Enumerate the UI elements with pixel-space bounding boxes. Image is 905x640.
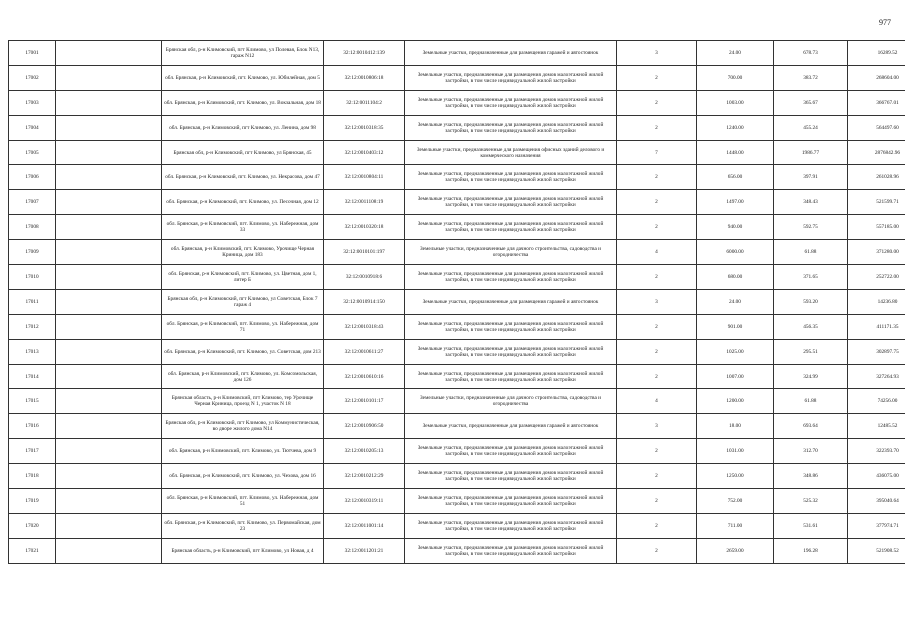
specific-value-cell: 397.91: [774, 165, 848, 190]
row-number-cell: 17012: [9, 314, 56, 339]
specific-value-cell: 348.86: [774, 464, 848, 489]
land-use-cell: Земельные участки, предназначенные для размещения домов малоэтажной жилой застройки, в том числе индивидуальной жилой застройки: [405, 513, 617, 538]
area-cell: 700.00: [697, 65, 774, 90]
category-cell: 2: [617, 489, 697, 514]
empty-cell: [56, 513, 162, 538]
specific-value-cell: 592.75: [774, 215, 848, 240]
land-use-cell: Земельные участки, предназначенные для размещения домов малоэтажной жилой застройки, в том числе индивидуальной жилой застройки: [405, 439, 617, 464]
cadastral-number-cell: 32:12:0011104:2: [324, 90, 405, 115]
cadastral-number-cell: 32:12:0010101:17: [324, 389, 405, 414]
cadastral-value-cell: 557185.00: [848, 215, 905, 240]
table-row: [9, 240, 905, 265]
area-cell: 2659.00: [697, 538, 774, 563]
specific-value-cell: 196.28: [774, 538, 848, 563]
table-row: [9, 489, 905, 514]
specific-value-cell: 61.88: [774, 240, 848, 265]
area-cell: 711.00: [697, 513, 774, 538]
cadastral-number-cell: 32:12:0010319:11: [324, 489, 405, 514]
land-use-cell: Земельные участки, предназначенные для размещения домов малоэтажной жилой застройки, в том числе индивидуальной жилой застройки: [405, 165, 617, 190]
specific-value-cell: 61.88: [774, 389, 848, 414]
category-cell: 2: [617, 439, 697, 464]
land-use-cell: Земельные участки, предназначенные для размещения домов малоэтажной жилой застройки, в том числе индивидуальной жилой застройки: [405, 90, 617, 115]
empty-cell: [56, 489, 162, 514]
row-number-cell: 17001: [9, 41, 56, 66]
empty-cell: [56, 389, 162, 414]
land-use-cell: Земельные участки, предназначенные для размещения гаражей и автостоянок: [405, 289, 617, 314]
table-row: [9, 339, 905, 364]
row-number-cell: 17010: [9, 265, 56, 290]
row-number-cell: 17018: [9, 464, 56, 489]
specific-value-cell: 525.32: [774, 489, 848, 514]
cadastral-value-cell: 261028.96: [848, 165, 905, 190]
empty-cell: [56, 165, 162, 190]
empty-cell: [56, 414, 162, 439]
empty-cell: [56, 464, 162, 489]
category-cell: 2: [617, 339, 697, 364]
empty-cell: [56, 215, 162, 240]
category-cell: 3: [617, 414, 697, 439]
land-use-cell: Земельные участки, предназначенные для размещения домов малоэтажной жилой застройки, в том числе индивидуальной жилой застройки: [405, 265, 617, 290]
category-cell: 2: [617, 115, 697, 140]
cadastral-number-cell: 32:12:0010403:12: [324, 140, 405, 165]
cadastral-value-cell: 366767.01: [848, 90, 905, 115]
cadastral-number-cell: 32:12:0010205:13: [324, 439, 405, 464]
specific-value-cell: 348.43: [774, 190, 848, 215]
area-cell: 1240.00: [697, 115, 774, 140]
empty-cell: [56, 339, 162, 364]
row-number-cell: 17021: [9, 538, 56, 563]
table-row: [9, 538, 905, 563]
address-cell: Брянская обл, р-н Климовский, пгт Климово, ул Полевая, Блок N13, гараж N12: [162, 41, 324, 66]
empty-cell: [56, 439, 162, 464]
cadastral-value-cell: 12485.52: [848, 414, 905, 439]
specific-value-cell: 383.72: [774, 65, 848, 90]
cadastral-number-cell: 32:12:0010320:18: [324, 215, 405, 240]
land-use-cell: Земельные участки, предназначенные для дачного строительства, садоводства и огородничества: [405, 389, 617, 414]
land-use-cell: Земельные участки, предназначенные для размещения домов малоэтажной жилой застройки, в том числе индивидуальной жилой застройки: [405, 115, 617, 140]
land-use-cell: Земельные участки, предназначенные для размещения офисных зданий делового и коммерческого назначения: [405, 140, 617, 165]
category-cell: 2: [617, 314, 697, 339]
cadastral-number-cell: 32:12:0010918:6: [324, 265, 405, 290]
land-use-cell: Земельные участки, предназначенные для размещения домов малоэтажной жилой застройки, в том числе индивидуальной жилой застройки: [405, 190, 617, 215]
empty-cell: [56, 190, 162, 215]
address-cell: обл. Брянская, р-н Климовский, пгт. Климово, ул. Набережная, дом 71: [162, 314, 324, 339]
row-number-cell: 17007: [9, 190, 56, 215]
table-row: [9, 314, 905, 339]
row-number-cell: 17011: [9, 289, 56, 314]
address-cell: обл. Брянская, р-н Климовский, пгт. Климово, ул. Цветная, дом 1, литер Б: [162, 265, 324, 290]
table-row: [9, 115, 905, 140]
land-use-cell: Земельные участки, предназначенные для размещения домов малоэтажной жилой застройки, в том числе индивидуальной жилой застройки: [405, 314, 617, 339]
specific-value-cell: 312.70: [774, 439, 848, 464]
land-use-cell: Земельные участки, предназначенные для размещения домов малоэтажной жилой застройки, в том числе индивидуальной жилой застройки: [405, 538, 617, 563]
row-number-cell: 17005: [9, 140, 56, 165]
land-use-cell: Земельные участки, предназначенные для размещения домов малоэтажной жилой застройки, в том числе индивидуальной жилой застройки: [405, 339, 617, 364]
address-cell: обл. Брянская, р-н Климовский, пгт. Климово, ул. Юбилейная, дом 5: [162, 65, 324, 90]
area-cell: 752.00: [697, 489, 774, 514]
address-cell: Брянская обл, р-н Климовский, пгт Климово, ул Советская, Блок 7 гараж 4: [162, 289, 324, 314]
address-cell: Брянская область, р-н Климовский, пгт Климово, тер Урочище Черная Криница, проезд N 1, участок N 18: [162, 389, 324, 414]
area-cell: 680.00: [697, 265, 774, 290]
category-cell: 2: [617, 165, 697, 190]
empty-cell: [56, 314, 162, 339]
row-number-cell: 17020: [9, 513, 56, 538]
land-registry-table: [8, 40, 905, 564]
address-cell: Брянская область, р-н Климовский, пгт Климово, ул Новая, д 4: [162, 538, 324, 563]
cadastral-value-cell: 268604.00: [848, 65, 905, 90]
row-number-cell: 17003: [9, 90, 56, 115]
area-cell: 901.00: [697, 314, 774, 339]
table-row: [9, 41, 905, 66]
address-cell: обл. Брянская, р-н Климовский, пгт. Климово, ул. Набережная, дом 51: [162, 489, 324, 514]
address-cell: обл. Брянская, р-н Климовский, пгт. Климово, ул. Комсомольская, дом 126: [162, 364, 324, 389]
land-use-cell: Земельные участки, предназначенные для размещения домов малоэтажной жилой застройки, в том числе индивидуальной жилой застройки: [405, 464, 617, 489]
cadastral-value-cell: 252722.00: [848, 265, 905, 290]
address-cell: обл. Брянская, р-н Климовский, пгт. Климово, ул. Советская, дом 213: [162, 339, 324, 364]
empty-cell: [56, 240, 162, 265]
empty-cell: [56, 140, 162, 165]
table-row: [9, 90, 905, 115]
address-cell: обл. Брянская, р-н Климовский, пгт. Климово, ул. Вокзальная, дом 18: [162, 90, 324, 115]
table-row: [9, 439, 905, 464]
cadastral-value-cell: 436075.00: [848, 464, 905, 489]
table-row: [9, 190, 905, 215]
cadastral-value-cell: 564497.60: [848, 115, 905, 140]
table-row: [9, 289, 905, 314]
category-cell: 2: [617, 90, 697, 115]
row-number-cell: 17016: [9, 414, 56, 439]
cadastral-number-cell: 32:12:0010101:197: [324, 240, 405, 265]
cadastral-value-cell: 521908.52: [848, 538, 905, 563]
table-row: [9, 389, 905, 414]
address-cell: обл. Брянская, р-н Климовский, пгт. Климово, ул. Некрасова, дом 47: [162, 165, 324, 190]
area-cell: 1200.00: [697, 389, 774, 414]
area-cell: 1007.00: [697, 364, 774, 389]
empty-cell: [56, 65, 162, 90]
specific-value-cell: 1986.77: [774, 140, 848, 165]
land-use-cell: Земельные участки, предназначенные для размещения домов малоэтажной жилой застройки, в том числе индивидуальной жилой застройки: [405, 364, 617, 389]
cadastral-number-cell: 32:12:0011108:19: [324, 190, 405, 215]
category-cell: 2: [617, 65, 697, 90]
address-cell: обл. Брянская, р-н Климовский, пгт. Климово, ул. Набережная, дом 33: [162, 215, 324, 240]
row-number-cell: 17013: [9, 339, 56, 364]
address-cell: обл. Брянская, р-н Климовский, пгт. Климово, ул. Первомайская, дом 23: [162, 513, 324, 538]
cadastral-number-cell: 32:12:0011201:21: [324, 538, 405, 563]
address-cell: обл. Брянская, р-н Климовский, пгт Климово, ул. Ленина, дом 98: [162, 115, 324, 140]
specific-value-cell: 531.61: [774, 513, 848, 538]
cadastral-value-cell: 74256.00: [848, 389, 905, 414]
cadastral-number-cell: 32:12:0010804:11: [324, 165, 405, 190]
land-use-cell: Земельные участки, предназначенные для размещения домов малоэтажной жилой застройки, в том числе индивидуальной жилой застройки: [405, 215, 617, 240]
address-cell: обл. Брянская, р-н Климовский, пгт. Климово, ул. Тютчева, дом 9: [162, 439, 324, 464]
area-cell: 1497.00: [697, 190, 774, 215]
row-number-cell: 17004: [9, 115, 56, 140]
cadastral-number-cell: 32:12:0010212:29: [324, 464, 405, 489]
area-cell: 24.00: [697, 289, 774, 314]
category-cell: 2: [617, 215, 697, 240]
empty-cell: [56, 289, 162, 314]
empty-cell: [56, 364, 162, 389]
area-cell: 940.00: [697, 215, 774, 240]
row-number-cell: 17015: [9, 389, 56, 414]
specific-value-cell: 324.99: [774, 364, 848, 389]
category-cell: 2: [617, 464, 697, 489]
cadastral-value-cell: 2876842.96: [848, 140, 905, 165]
empty-cell: [56, 538, 162, 563]
specific-value-cell: 678.73: [774, 41, 848, 66]
area-cell: 24.00: [697, 41, 774, 66]
address-cell: обл. Брянская, р-н Климовский, пгт. Климово, Урочище Черная Криница, дом 183: [162, 240, 324, 265]
area-cell: 1448.00: [697, 140, 774, 165]
row-number-cell: 17009: [9, 240, 56, 265]
address-cell: обл. Брянская, р-н Климовский, пгт. Климово, ул. Чехова, дом 16: [162, 464, 324, 489]
category-cell: 2: [617, 538, 697, 563]
empty-cell: [56, 90, 162, 115]
page-number: 977: [879, 18, 891, 27]
category-cell: 2: [617, 265, 697, 290]
table-row: [9, 364, 905, 389]
cadastral-value-cell: 327264.93: [848, 364, 905, 389]
address-cell: обл. Брянская, р-н Климовский, пгт. Климово, ул. Песочная, дом 12: [162, 190, 324, 215]
table-row: [9, 165, 905, 190]
cadastral-value-cell: 371280.00: [848, 240, 905, 265]
category-cell: 4: [617, 240, 697, 265]
land-use-cell: Земельные участки, предназначенные для размещения гаражей и автостоянок: [405, 41, 617, 66]
cadastral-number-cell: 32:12:0010318:43: [324, 314, 405, 339]
area-cell: 1003.00: [697, 90, 774, 115]
specific-value-cell: 365.67: [774, 90, 848, 115]
area-cell: 6000.00: [697, 240, 774, 265]
table-row: [9, 414, 905, 439]
row-number-cell: 17008: [9, 215, 56, 240]
specific-value-cell: 593.20: [774, 289, 848, 314]
area-cell: 1250.00: [697, 464, 774, 489]
category-cell: 2: [617, 364, 697, 389]
row-number-cell: 17002: [9, 65, 56, 90]
land-use-cell: Земельные участки, предназначенные для размещения домов малоэтажной жилой застройки, в том числе индивидуальной жилой застройки: [405, 489, 617, 514]
category-cell: 7: [617, 140, 697, 165]
table-row: [9, 464, 905, 489]
cadastral-value-cell: 521599.71: [848, 190, 905, 215]
category-cell: 3: [617, 41, 697, 66]
category-cell: 4: [617, 389, 697, 414]
row-number-cell: 17019: [9, 489, 56, 514]
cadastral-number-cell: 32:12:0010914:150: [324, 289, 405, 314]
row-number-cell: 17017: [9, 439, 56, 464]
cadastral-value-cell: 302897.75: [848, 339, 905, 364]
specific-value-cell: 455.24: [774, 115, 848, 140]
empty-cell: [56, 41, 162, 66]
category-cell: 3: [617, 289, 697, 314]
cadastral-number-cell: 32:12:0010806:18: [324, 65, 405, 90]
address-cell: Брянская обл, р-н Климовский, пгт Климово, ул Брянская, 45: [162, 140, 324, 165]
area-cell: 656.00: [697, 165, 774, 190]
empty-cell: [56, 265, 162, 290]
specific-value-cell: 693.64: [774, 414, 848, 439]
land-use-cell: Земельные участки, предназначенные для дачного строительства, садоводства и огородничества: [405, 240, 617, 265]
cadastral-number-cell: 32:12:0010318:35: [324, 115, 405, 140]
cadastral-value-cell: 16289.52: [848, 41, 905, 66]
area-cell: 1025.00: [697, 339, 774, 364]
table-row: [9, 65, 905, 90]
specific-value-cell: 456.35: [774, 314, 848, 339]
table-row: [9, 265, 905, 290]
category-cell: 2: [617, 513, 697, 538]
cadastral-number-cell: 32:12:0011001:14: [324, 513, 405, 538]
specific-value-cell: 295.51: [774, 339, 848, 364]
cadastral-number-cell: 32:12:0010412:139: [324, 41, 405, 66]
empty-cell: [56, 115, 162, 140]
table-body: [9, 41, 905, 564]
area-cell: 18.00: [697, 414, 774, 439]
specific-value-cell: 371.65: [774, 265, 848, 290]
cadastral-number-cell: 32:12:0010611:27: [324, 339, 405, 364]
table-row: [9, 513, 905, 538]
cadastral-value-cell: 322393.70: [848, 439, 905, 464]
cadastral-value-cell: 395040.64: [848, 489, 905, 514]
land-use-cell: Земельные участки, предназначенные для размещения гаражей и автостоянок: [405, 414, 617, 439]
cadastral-number-cell: 32:12:0010906:50: [324, 414, 405, 439]
land-use-cell: Земельные участки, предназначенные для размещения домов малоэтажной жилой застройки, в том числе индивидуальной жилой застройки: [405, 65, 617, 90]
cadastral-value-cell: 411171.35: [848, 314, 905, 339]
row-number-cell: 17006: [9, 165, 56, 190]
table-row: [9, 215, 905, 240]
cadastral-number-cell: 32:12:0010610:16: [324, 364, 405, 389]
category-cell: 2: [617, 190, 697, 215]
area-cell: 1031.00: [697, 439, 774, 464]
cadastral-value-cell: 377974.71: [848, 513, 905, 538]
table-row: [9, 140, 905, 165]
row-number-cell: 17014: [9, 364, 56, 389]
cadastral-value-cell: 14236.80: [848, 289, 905, 314]
address-cell: Брянская обл, р-н Климовский, пгт Климово, ул Коммунистическая, во дворе жилого дома N14: [162, 414, 324, 439]
